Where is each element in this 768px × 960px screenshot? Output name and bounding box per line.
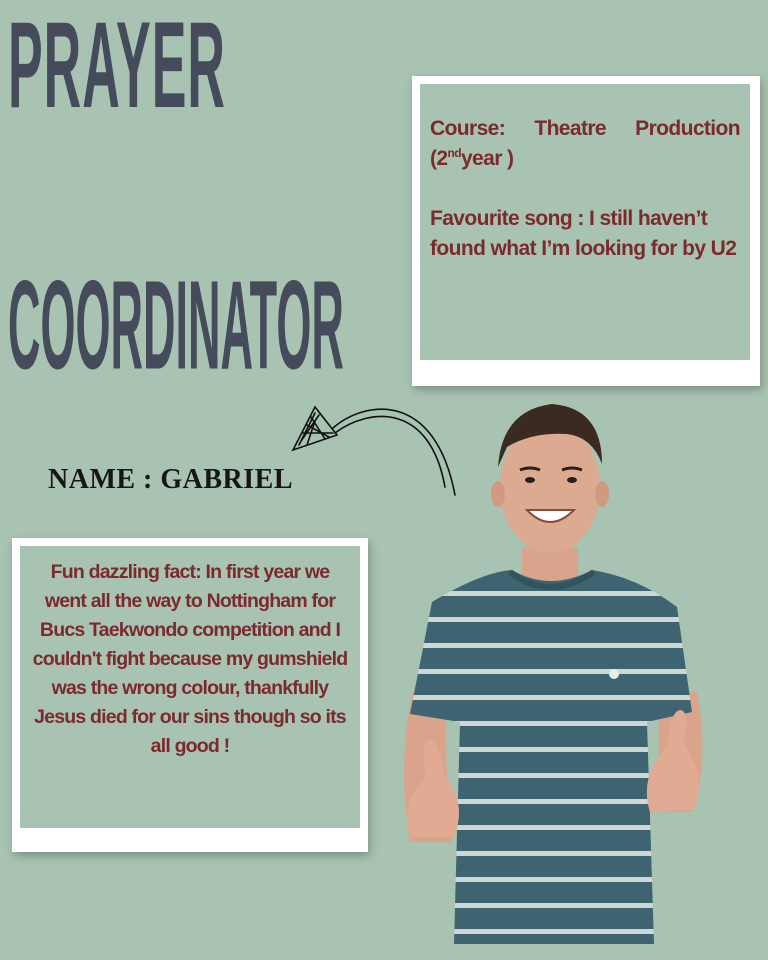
year-suffix: nd [447,146,461,160]
year-number: (2 [430,147,448,170]
title-line-prayer: PRAYER [8,0,226,136]
song-text [430,204,740,264]
info-card-inner [420,84,750,360]
course-value: Theatre Production [534,117,740,140]
fact-card [12,538,368,852]
song-label: Favourite song : [430,207,584,230]
name-label: NAME : GABRIEL [48,464,294,495]
song-value: I still haven’t found what I’m looking for by U2 [430,207,737,260]
person-photo [392,392,722,952]
course-text [430,114,740,174]
year-text: year ) [460,147,514,170]
fun-fact-text: Fun dazzling fact: In first year we went all the way to Nottingham for Bucs Taekwondo competition and I couldn't fight because my gumshield was the wrong colour, thankfully Jesus died for our sins though so its all good ! [32,561,348,757]
title-line-coordinator: COORDINATOR [8,253,344,397]
info-card [412,76,760,386]
fact-card-inner [20,546,360,828]
course-label: Course: [430,117,506,140]
